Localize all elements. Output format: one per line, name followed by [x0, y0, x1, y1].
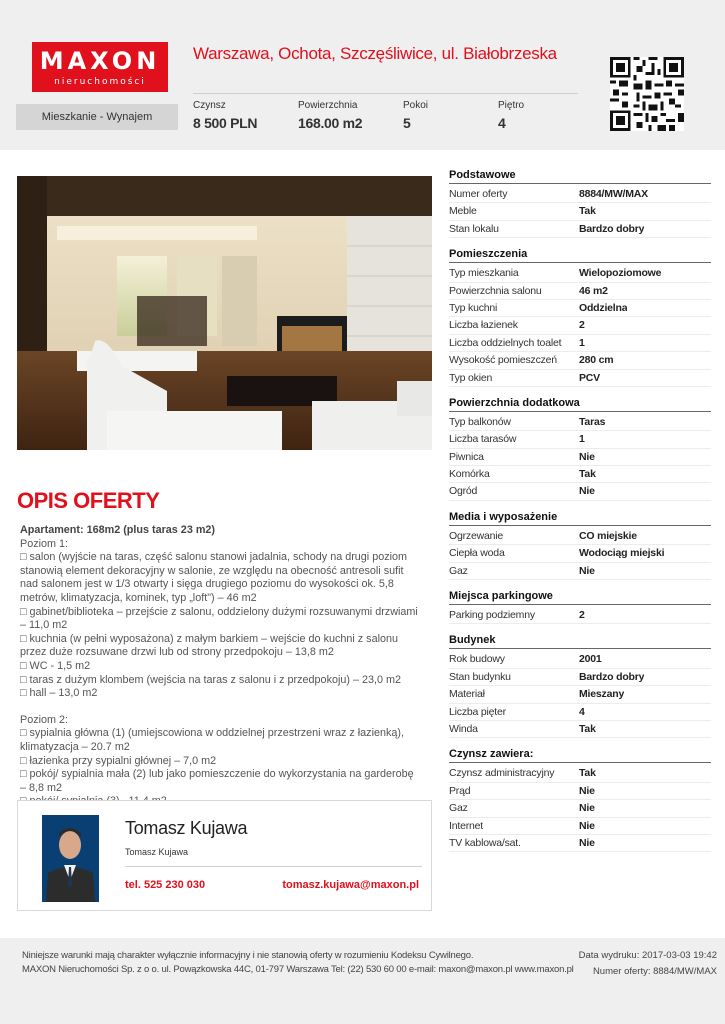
detail-key: Gaz: [449, 802, 468, 815]
param-area: [298, 100, 362, 131]
detail-key: Liczba tarasów: [449, 433, 517, 446]
detail-row: [449, 221, 711, 238]
details-section: [449, 589, 711, 624]
detail-value: Tak: [579, 205, 596, 218]
description-body: [20, 524, 420, 809]
description-headline: Apartament: 168m2 (plus taras 23 m2): [20, 524, 216, 536]
agent-phone-link[interactable]: tel. 525 230 030: [125, 879, 206, 891]
detail-row: [449, 651, 711, 668]
detail-value: Tak: [579, 767, 596, 780]
footer: [0, 938, 725, 1024]
logo-sub: nieruchomości: [54, 77, 146, 87]
detail-row: [449, 800, 711, 817]
header: [0, 0, 725, 150]
level2-label: Poziom 2:: [20, 713, 69, 726]
param-label: Powierzchnia: [298, 100, 358, 111]
detail-value: Nie: [579, 564, 595, 577]
section-title: Podstawowe: [449, 168, 711, 184]
detail-row: [449, 669, 711, 686]
detail-value: Nie: [579, 836, 595, 849]
param-label: Pokoi: [403, 100, 429, 111]
detail-row: [449, 370, 711, 387]
detail-key: TV kablowa/sat.: [449, 836, 521, 849]
detail-key: Typ balkonów: [449, 415, 511, 428]
section-title: Pomieszczenia: [449, 247, 711, 263]
detail-value: Nie: [579, 819, 595, 832]
detail-value: Tak: [579, 468, 596, 481]
section-title: Powierzchnia dodatkowa: [449, 396, 711, 412]
avatar: [42, 815, 99, 902]
detail-value: Bardzo dobry: [579, 222, 645, 235]
detail-row: [449, 352, 711, 369]
section-title: Miejsca parkingowe: [449, 589, 711, 605]
detail-key: Czynsz administracyjny: [449, 767, 555, 780]
param-rooms: [403, 100, 428, 131]
detail-key: Wysokość pomieszczeń: [449, 354, 557, 367]
detail-key: Rok budowy: [449, 653, 505, 666]
list-item: □ pokój/ sypialnia mała (2) lub jako pomieszczenie do wykorzystania na garderobę – 8,8 m2: [20, 768, 414, 794]
detail-value: Wielopoziomowe: [579, 267, 662, 280]
footer-company: MAXON Nieruchomości Sp. z o o. ul. Powązkowska 44C, 01-797 Warszawa Tel: (22) 530 60 00 e-mail: maxon@maxon.pl www.maxon.pl: [22, 964, 574, 975]
detail-key: Ciepła woda: [449, 547, 505, 560]
detail-value: 1: [579, 433, 585, 446]
detail-key: Liczba łazienek: [449, 319, 518, 332]
details-section: [449, 510, 711, 580]
detail-key: Winda: [449, 722, 478, 735]
section-title: Media i wyposażenie: [449, 510, 711, 526]
detail-row: [449, 528, 711, 545]
detail-row: [449, 335, 711, 352]
detail-row: [449, 783, 711, 800]
details-section: [449, 633, 711, 738]
detail-value: Mieszany: [579, 688, 625, 701]
list-item: □ kuchnia (w pełni wyposażona) z małym barkiem – wejście do kuchni z salonu przez duże rozsuwane drzwi lub od strony przedpokoju – 13,8 m2: [20, 632, 398, 659]
param-rent: [193, 100, 257, 131]
section-title: Czynsz zawiera:: [449, 747, 711, 763]
maxon-logo[interactable]: [32, 42, 168, 92]
detail-key: Typ mieszkania: [449, 267, 519, 280]
detail-value: Taras: [579, 415, 606, 428]
param-value: 5: [403, 115, 411, 131]
detail-value: 4: [579, 705, 585, 718]
detail-row: [449, 818, 711, 835]
divider: [193, 93, 578, 94]
detail-row: [449, 563, 711, 580]
detail-row: [449, 317, 711, 334]
detail-key: Powierzchnia salonu: [449, 284, 542, 297]
details-panel: [449, 168, 711, 861]
detail-key: Materiał: [449, 688, 485, 701]
param-value: 4: [498, 115, 506, 131]
detail-value: 8884/MW/MAX: [579, 188, 648, 200]
detail-key: Meble: [449, 205, 477, 218]
detail-key: Komórka: [449, 468, 490, 481]
detail-key: Liczba oddzielnych toalet: [449, 336, 562, 349]
detail-key: Piwnica: [449, 450, 484, 463]
param-value: 168.00 m2: [298, 115, 363, 131]
list-item: □ gabinet/biblioteka – przejście z salonu, oddzielony dużymi rozsuwanymi drzwiami – 11,0 m2: [20, 605, 418, 632]
detail-value: Nie: [579, 450, 595, 463]
footer-disclaimer: Niniejsze warunki mają charakter wyłącznie informacyjny i nie stanowią oferty w rozumieniu Kodeksu Cywilnego.: [22, 950, 474, 961]
detail-row: [449, 431, 711, 448]
qr-code-icon[interactable]: [610, 57, 684, 131]
detail-row: [449, 704, 711, 721]
detail-row: [449, 414, 711, 431]
detail-row: [449, 483, 711, 500]
details-section: [449, 168, 711, 238]
detail-value: Wodociąg miejski: [579, 547, 665, 560]
detail-value: Bardzo dobry: [579, 670, 645, 683]
detail-value: Tak: [579, 722, 596, 735]
divider: [125, 866, 422, 867]
detail-value: PCV: [579, 371, 600, 384]
print-date: Data wydruku: 2017-03-03 19:42: [578, 950, 717, 961]
detail-key: Stan budynku: [449, 670, 511, 683]
param-floor: [498, 100, 524, 131]
agent-name: Tomasz Kujawa: [125, 818, 248, 838]
detail-row: [449, 545, 711, 562]
param-label: Piętro: [498, 100, 525, 111]
detail-value: 280 cm: [579, 354, 614, 367]
logo-name: MAXON: [39, 47, 161, 75]
detail-row: [449, 835, 711, 852]
list-item: □ łazienka przy sypialni głównej – 7,0 m2: [20, 754, 217, 767]
detail-row: [449, 686, 711, 703]
detail-value: 1: [579, 336, 585, 349]
param-label: Czynsz: [193, 100, 226, 111]
detail-value: Oddzielna: [579, 301, 628, 314]
description-title: OPIS OFERTY: [17, 488, 160, 513]
param-value: 8 500 PLN: [193, 115, 258, 131]
offer-number: Numer oferty: 8884/MW/MAX: [592, 966, 717, 977]
detail-value: 2: [579, 609, 585, 622]
detail-key: Prąd: [449, 784, 471, 797]
detail-value: 2: [579, 319, 585, 332]
property-photo[interactable]: [17, 176, 432, 450]
agent-email-link[interactable]: tomasz.kujawa@maxon.pl: [282, 879, 419, 891]
list-item: □ WC - 1,5 m2: [20, 659, 91, 672]
list-item: □ hall – 13,0 m2: [20, 687, 98, 700]
detail-key: Typ okien: [449, 371, 493, 384]
list-item: □ taras z dużym klombem (wejścia na taras z salonu i z przedpokoju) – 23,0 m2: [20, 673, 401, 686]
details-section: [449, 247, 711, 387]
detail-row: [449, 283, 711, 300]
detail-row: [449, 203, 711, 220]
list-item: □ sypialnia główna (1) (umiejscowiona w oddzielnej przestrzeni wraz z łazienką), klimatyzacja – 20.7 m2: [20, 727, 404, 753]
detail-key: Stan lokalu: [449, 222, 499, 235]
list-item: □ salon (wyjście na taras, część salonu stanowi jadalnia, schody na drugi poziom stanowią element dekoracyjny w salonie, ze względu na obecność antresoli sufit nad salonem jest w 1/3 otwarty i sięga drugiego poziomu do wysokości ok. 5,8 metrów, klimatyzacja, kominek, typ „loft") – 46 m2: [20, 551, 408, 604]
agent-card: [17, 800, 432, 911]
detail-key: Gaz: [449, 564, 468, 577]
spacer: [20, 701, 420, 714]
detail-key: Parking podziemny: [449, 609, 535, 622]
agent-subtitle: Tomasz Kujawa: [125, 847, 189, 857]
detail-key: Liczba pięter: [449, 705, 506, 718]
section-title: Budynek: [449, 633, 711, 649]
detail-value: 46 m2: [579, 284, 608, 297]
level1-label: Poziom 1:: [20, 537, 69, 550]
detail-value: Nie: [579, 784, 595, 797]
detail-row: [449, 265, 711, 282]
detail-row: [449, 449, 711, 466]
detail-key: Ogród: [449, 485, 478, 498]
detail-row: [449, 300, 711, 317]
detail-key: Ogrzewanie: [449, 529, 504, 542]
detail-row: [449, 466, 711, 483]
offer-type-badge: Mieszkanie - Wynajem: [16, 104, 178, 130]
detail-key: Typ kuchni: [449, 301, 498, 314]
detail-key: Numer oferty: [449, 188, 508, 200]
detail-row: [449, 721, 711, 738]
detail-value: Nie: [579, 485, 595, 498]
details-section: [449, 747, 711, 852]
detail-value: CO miejskie: [579, 529, 637, 542]
detail-row: [449, 765, 711, 782]
detail-row: [449, 186, 711, 203]
detail-key: Internet: [449, 819, 484, 832]
detail-value: Nie: [579, 802, 595, 815]
property-address: Warszawa, Ochota, Szczęśliwice, ul. Białobrzeska: [193, 44, 557, 63]
detail-row: [449, 607, 711, 624]
detail-value: 2001: [579, 653, 602, 666]
details-section: [449, 396, 711, 501]
